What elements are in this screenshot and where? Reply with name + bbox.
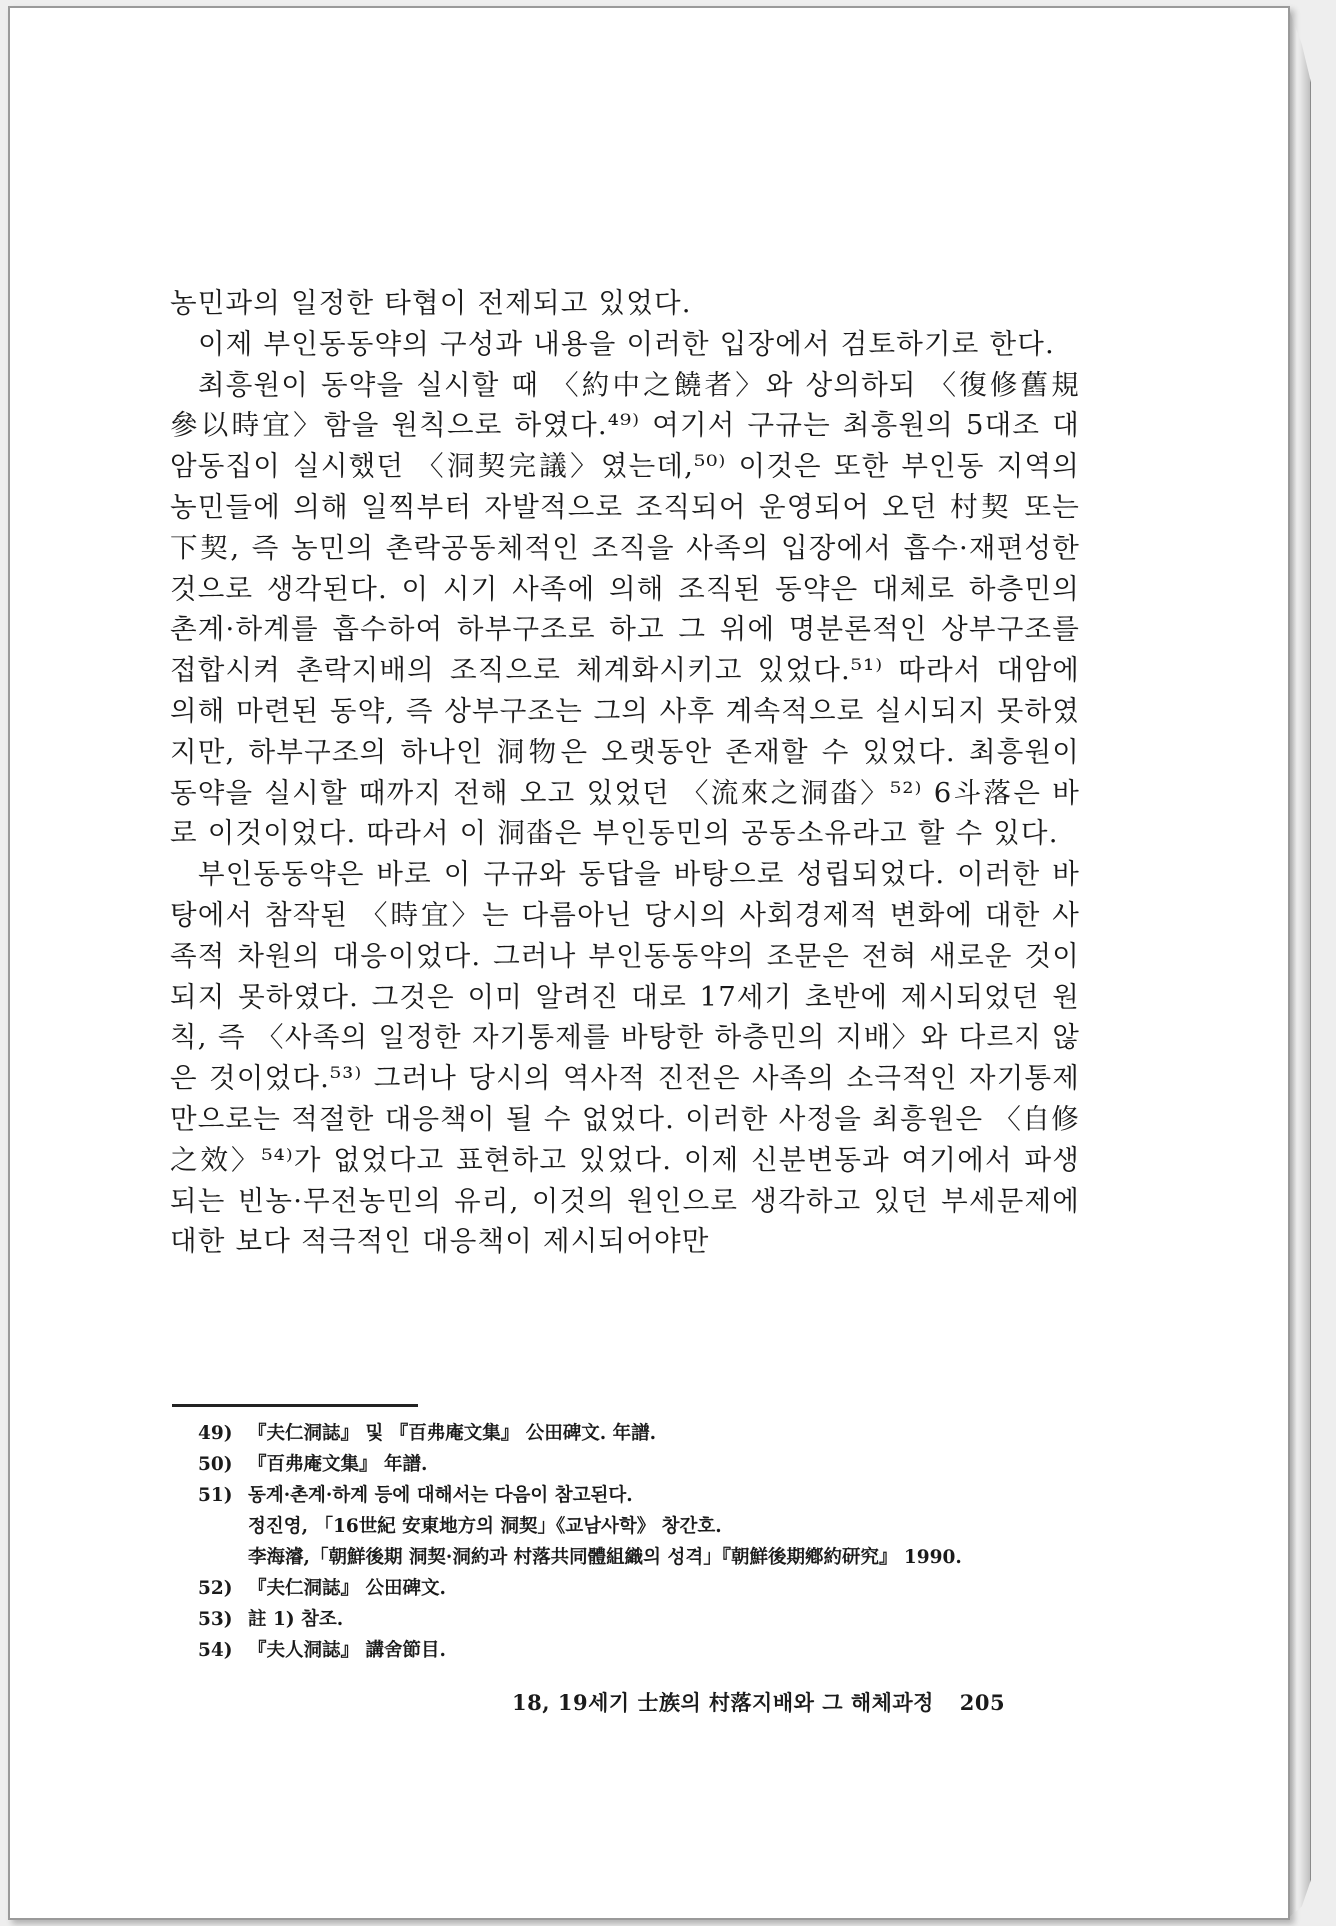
body-text bbox=[170, 283, 1080, 1262]
paragraph: 최흥원이 동약을 실시할 때 〈約中之饒者〉와 상의하되 〈復修舊規 參以時宜〉함을 원칙으로 하였다.⁴⁹⁾ 여기서 구규는 최흥원의 5대조 대암동집이 실시했던 〈洞契完議〉였는데,⁵⁰⁾ 이것은 또한 부인동 지역의 농민들에 의해 일찍부터 자발적으로 조직되어 운영되어 오던 村契 또는 下契, 즉 농민의 촌락공동체적인 조직을 사족의 입장에서 흡수·재편성한 것으로 생각된다. 이 시기 사족에 의해 조직된 동약은 대체로 하층민의 촌계·하계를 흡수하여 하부구조로 하고 그 위에 명분론적인 상부구조를 접합시켜 촌락지배의 조직으로 체계화시키고 있었다.⁵¹⁾ 따라서 대암에 의해 마련된 동약, 즉 상부구조는 그의 사후 계속적으로 실시되지 못하였지만, 하부구조의 하나인 洞物은 오랫동안 존재할 수 있었다. 최흥원이 동약을 실시할 때까지 전해 오고 있었던 〈流來之洞畓〉⁵²⁾ 6斗落은 바로 이것이었다. 따라서 이 洞畓은 부인동민의 공동소유라고 할 수 있다. bbox=[170, 368, 1080, 850]
footnote-53 bbox=[198, 1604, 1098, 1635]
footnote-text: 『百弗庵文集』 年譜. bbox=[248, 1454, 428, 1475]
footnote-51 bbox=[198, 1480, 1098, 1511]
footnote-number: 52) bbox=[198, 1578, 233, 1599]
footnote-number: 50) bbox=[198, 1454, 233, 1475]
footnote-50 bbox=[198, 1449, 1098, 1480]
footnote-number: 53) bbox=[198, 1609, 233, 1630]
footnote-text: 『夫仁洞誌』 및 『百弗庵文集』 公田碑文. 年譜. bbox=[248, 1423, 657, 1444]
footnote-text: 동계·촌계·하계 등에 대해서는 다음이 참고된다. bbox=[248, 1485, 633, 1506]
footnote-54 bbox=[198, 1635, 1098, 1666]
footnote-divider bbox=[172, 1404, 418, 1407]
paragraph: 부인동동약은 바로 이 구규와 동답을 바탕으로 성립되었다. 이러한 바탕에서 참작된 〈時宜〉는 다름아닌 당시의 사회경제적 변화에 대한 사족적 차원의 대응이었다. 그러나 부인동동약의 조문은 전혀 새로운 것이 되지 못하였다. 그것은 이미 알려진 대로 17세기 초반에 제시되었던 원칙, 즉 〈사족의 일정한 자기통제를 바탕한 하층민의 지배〉와 다르지 않은 것이었다.⁵³⁾ 그러나 당시의 역사적 진전은 사족의 소극적인 자기통제만으로는 적절한 대응책이 될 수 없었다. 이러한 사정을 최흥원은 〈自修之效〉⁵⁴⁾가 없었다고 표현하고 있었다. 이제 신분변동과 여기에서 파생되는 빈농·무전농민의 유리, 이것의 원인으로 생각하고 있던 부세문제에 대한 보다 적극적인 대응책이 제시되어야만 bbox=[170, 858, 1080, 1258]
page-number: 205 bbox=[959, 1690, 1006, 1715]
footnote-number: 51) bbox=[198, 1485, 233, 1506]
page-footer bbox=[512, 1687, 1072, 1717]
footnote-number: 54) bbox=[198, 1640, 233, 1661]
page-curl bbox=[1288, 6, 1311, 1918]
footnote-51-reference-2: 李海濬,「朝鮮後期 洞契·洞約과 村落共同體組織의 성격」『朝鮮後期鄕約研究』 1990. bbox=[248, 1547, 962, 1568]
footnotes bbox=[198, 1418, 1098, 1666]
footnote-text: 『夫人洞誌』 講舍節目. bbox=[248, 1640, 446, 1661]
paragraph: 이제 부인동동약의 구성과 내용을 이러한 입장에서 검토하기로 한다. bbox=[198, 327, 1055, 360]
footnote-51-reference-1: 정진영, 「16世紀 安東地方의 洞契」《교남사학》 창간호. bbox=[248, 1516, 722, 1537]
running-title: 18, 19세기 士族의 村落지배와 그 해체과정 bbox=[512, 1690, 934, 1715]
footnote-text: 註 1) 참조. bbox=[248, 1609, 344, 1630]
footnote-52 bbox=[198, 1573, 1098, 1604]
footnote-text: 『夫仁洞誌』 公田碑文. bbox=[248, 1578, 446, 1599]
paragraph: 농민과의 일정한 타협이 전제되고 있었다. bbox=[170, 287, 692, 319]
footnote-number: 49) bbox=[198, 1423, 233, 1444]
footnote-49 bbox=[198, 1418, 1098, 1449]
